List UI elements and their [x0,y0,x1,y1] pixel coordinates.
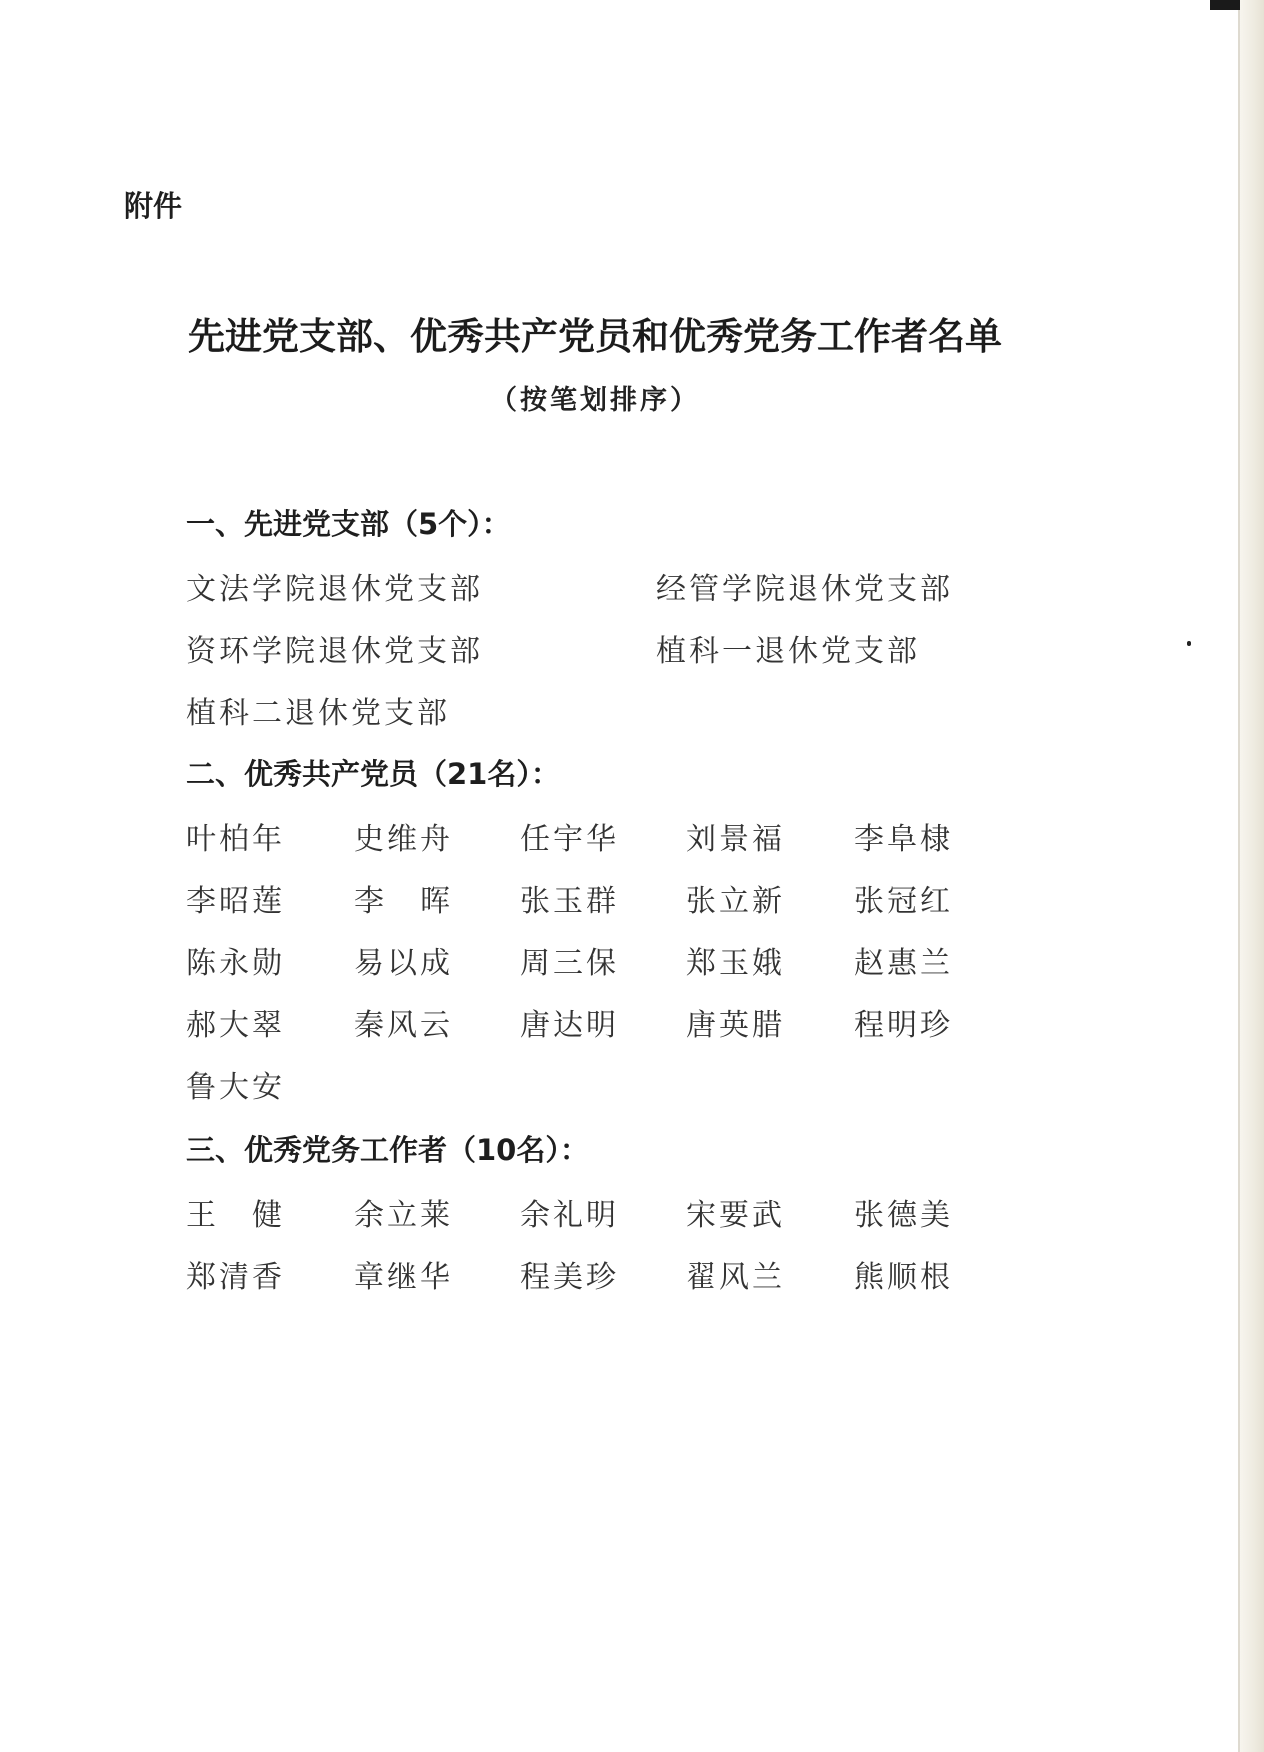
section-heading-branches: 一、先进党支部（5个）： [186,507,511,541]
scan-corner-mark [1210,0,1240,10]
member-name: 郝大翠 [186,1008,285,1043]
branch-item: 植科二退休党支部 [186,696,450,731]
document-title: 先进党支部、优秀共产党员和优秀党务工作者名单 [188,314,1002,358]
member-name: 李 晖 [354,884,453,919]
scan-speck [1187,641,1191,646]
member-name: 陈永勋 [186,946,285,981]
member-name: 易以成 [354,946,453,981]
member-name: 张冠红 [854,884,953,919]
member-name: 叶柏年 [186,822,285,857]
attachment-label: 附件 [124,189,183,223]
worker-name: 熊顺根 [854,1260,953,1295]
member-name: 周三保 [520,946,619,981]
document-subtitle: （按笔划排序） [490,385,700,416]
member-name: 唐英腊 [686,1008,785,1043]
member-name: 史维舟 [354,822,453,857]
member-name: 刘景福 [686,822,785,857]
branch-item: 植科一退休党支部 [656,634,920,669]
worker-name: 章继华 [354,1260,453,1295]
member-name: 任宇华 [520,822,619,857]
worker-name: 郑清香 [186,1260,285,1295]
worker-name: 宋要武 [686,1198,785,1233]
section-heading-members: 二、优秀共产党员（21名）： [186,757,560,791]
worker-name: 王 健 [186,1198,285,1233]
worker-name: 翟风兰 [686,1260,785,1295]
section-heading-workers: 三、优秀党务工作者（10名）： [186,1133,589,1167]
member-name: 秦风云 [354,1008,453,1043]
worker-name: 余立莱 [354,1198,453,1233]
member-name: 郑玉娥 [686,946,785,981]
worker-name: 余礼明 [520,1198,619,1233]
worker-name: 程美珍 [520,1260,619,1295]
branch-item: 资环学院退休党支部 [186,634,483,669]
member-name: 张玉群 [520,884,619,919]
member-name: 赵惠兰 [854,946,953,981]
scan-edge-shadow [1240,0,1264,1752]
member-name: 李昭莲 [186,884,285,919]
branch-item: 经管学院退休党支部 [656,572,953,607]
member-name: 张立新 [686,884,785,919]
member-name: 李阜棣 [854,822,953,857]
member-name: 唐达明 [520,1008,619,1043]
branch-item: 文法学院退休党支部 [186,572,483,607]
worker-name: 张德美 [854,1198,953,1233]
member-name: 鲁大安 [186,1070,285,1105]
member-name: 程明珍 [854,1008,953,1043]
